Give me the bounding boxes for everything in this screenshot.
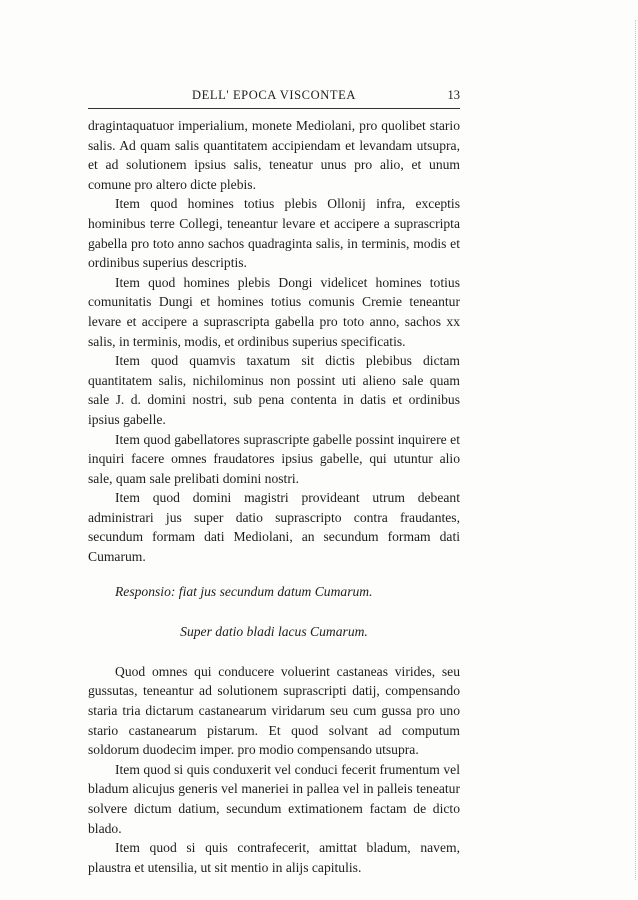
paragraph: Item quod si quis conduxerit vel conduci fecerit frumentum vel bladum alicujus generis vel maneriei in pallea vel in palleis teneatur solvere dictum datium, secundum extimationem factam de dicto blado. bbox=[88, 761, 460, 836]
paragraph: Item quod homines totius plebis Ollonij infra, exceptis hominibus terre Collegi, teneantur levare et accipere a suprascripta gabella pro toto anno sachos quadraginta salis, in terminis, modis et ordinibus superius descriptis. bbox=[88, 196, 460, 271]
scan-edge-marks bbox=[633, 20, 636, 880]
section-title: Super datio bladi lacus Cumarum. bbox=[180, 624, 368, 640]
paragraph: Item quod quamvis taxatum sit dictis plebibus dictam quantitatem salis, nichilominus non possint uti alieno sale quam sale J. d. domini nostri, sub pena contenta in datis et ordinibus ipsius gabelle. bbox=[88, 353, 460, 427]
body-text bbox=[88, 116, 460, 877]
section-body bbox=[88, 662, 460, 878]
running-title: DELL' EPOCA VISCONTEA bbox=[192, 88, 356, 102]
paragraph: dragintaquatuor imperialium, monete Mediolani, pro quolibet stario salis. Ad quam salis quantitatem accipiendam et levandam utsupra, et ad solutionem ipsius salis, teneatur unus pro alio, et unum comune pro altero dicte plebis. bbox=[88, 118, 460, 192]
paragraph: Item quod domini magistri provideant utrum debeant administrari jus super datio suprascripto contra fraudantes, secundum formam dati Mediolani, an secundum formam dati Cumarum. bbox=[88, 490, 460, 565]
header-rule bbox=[88, 108, 460, 109]
paragraph: Item quod si quis contrafecerit, amittat bladum, navem, plaustra et utensilia, ut sit mentio in alijs capitulis. bbox=[88, 840, 460, 875]
page-number: 13 bbox=[447, 88, 460, 102]
paragraph: Quod omnes qui conducere voluerint castaneas virides, seu gussutas, teneantur ad solutionem suprascripti datij, compensando staria tria dictarum castanearum viridarum seu cum gussa pro uno stario castanearum pistarum. Et quod solvant ad computum soldorum duodecim imper. pro modio compensando utsupra. bbox=[88, 663, 460, 758]
paragraph: Item quod homines plebis Dongi videlicet homines totius comunitatis Dungi et homines totius comunis Cremie teneantur levare et accipere a suprascripta gabella pro toto anno, sachos xx salis, in terminis, modis, et ordinibus superius specificatis. bbox=[88, 274, 460, 349]
page-header bbox=[88, 88, 460, 106]
response-line: Responsio: fiat jus secundum datum Cumarum. bbox=[115, 583, 373, 599]
paragraph: Item quod gabellatores suprascripte gabelle possint inquirere et inquiri facere omnes fraudatores ipsius gabelle, qui utuntur alio sale, quam sale prelibati domini nostri. bbox=[88, 431, 460, 486]
